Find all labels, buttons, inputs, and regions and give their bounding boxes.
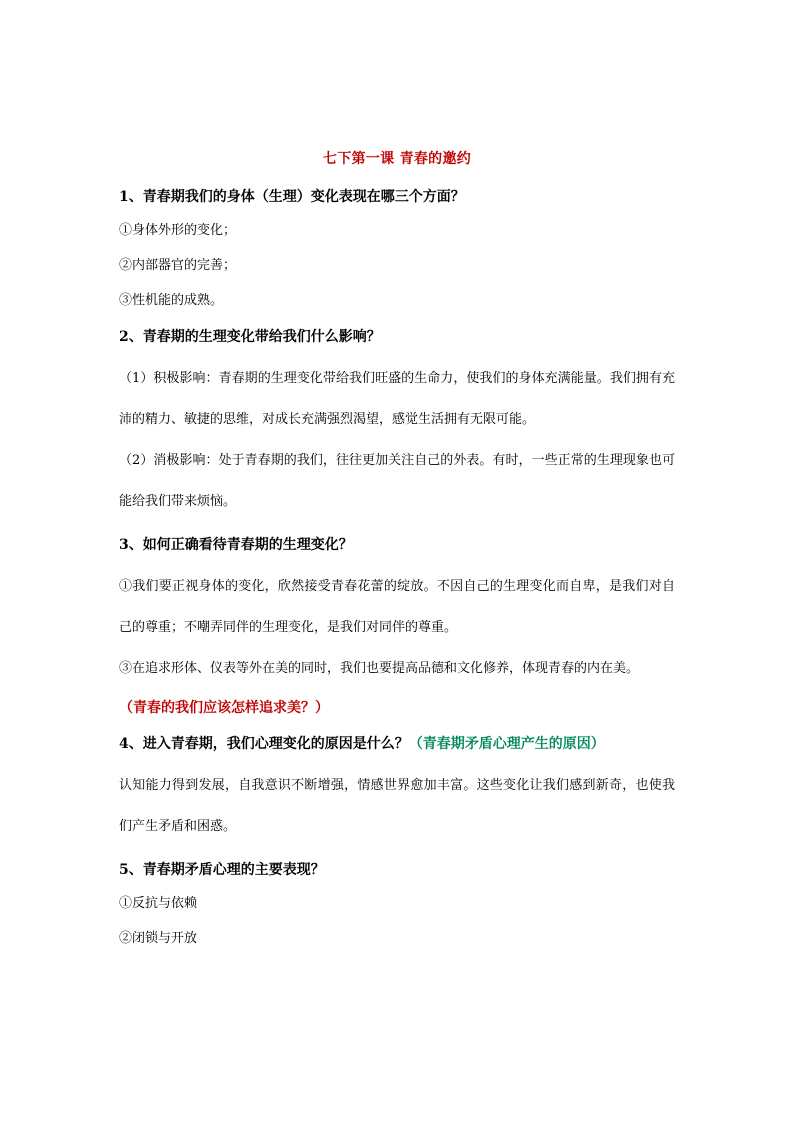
question-2-heading: 2、青春期的生理变化带给我们什么影响？ [119, 329, 381, 345]
question-1-item-3: ③性机能的成熟。 [119, 293, 224, 308]
question-2-negative-effect: （2）消极影响：处于青春期的我们，往往更加关注自己的外表。有时，一些正常的生理现象也可能给我们带来烦恼。 [119, 453, 675, 509]
question-1-item-2: ②内部器官的完善； [119, 258, 237, 273]
question-1-heading: 1、青春期我们的身体（生理）变化表现在哪三个方面？ [119, 189, 465, 205]
document-title: 七下第一课 青春的邀约 [322, 151, 472, 167]
question-5-item-1: ①反抗与依赖 [119, 896, 198, 911]
question-5-heading: 5、青春期矛盾心理的主要表现？ [119, 862, 325, 878]
document-page [119, 146, 675, 961]
question-3-paragraph-1: ①我们要正视身体的变化，欣然接受青春花蕾的绽放。不因自己的生理变化而自卑，是我们对自己的尊重；不嘲弄同伴的生理变化，是我们对同伴的尊重。 [119, 579, 675, 635]
highlight-question: （青春的我们应该怎样追求美？） [119, 700, 329, 716]
question-1-item-1: ①身体外形的变化； [119, 223, 237, 238]
question-4-heading [119, 731, 675, 757]
question-5-item-2: ②闭锁与开放 [119, 931, 198, 946]
question-4-paragraph: 认知能力得到发展，自我意识不断增强，情感世界愈加丰富。这些变化让我们感到新奇，也使我们产生矛盾和困惑。 [119, 778, 675, 834]
question-3-paragraph-2: ③在追求形体、仪表等外在美的同时，我们也要提高品德和文化修养，体现青春的内在美。 [119, 661, 640, 676]
question-4-heading-text: 4、进入青春期，我们心理变化的原因是什么？ [119, 736, 409, 752]
question-3-heading: 3、如何正确看待青春期的生理变化？ [119, 537, 353, 553]
question-2-positive-effect: （1）积极影响：青春期的生理变化带给我们旺盛的生命力，使我们的身体充满能量。我们拥有充沛的精力、敏捷的思维，对成长充满强烈渴望，感觉生活拥有无限可能。 [119, 371, 675, 427]
question-4-note: （青春期矛盾心理产生的原因） [408, 736, 605, 752]
